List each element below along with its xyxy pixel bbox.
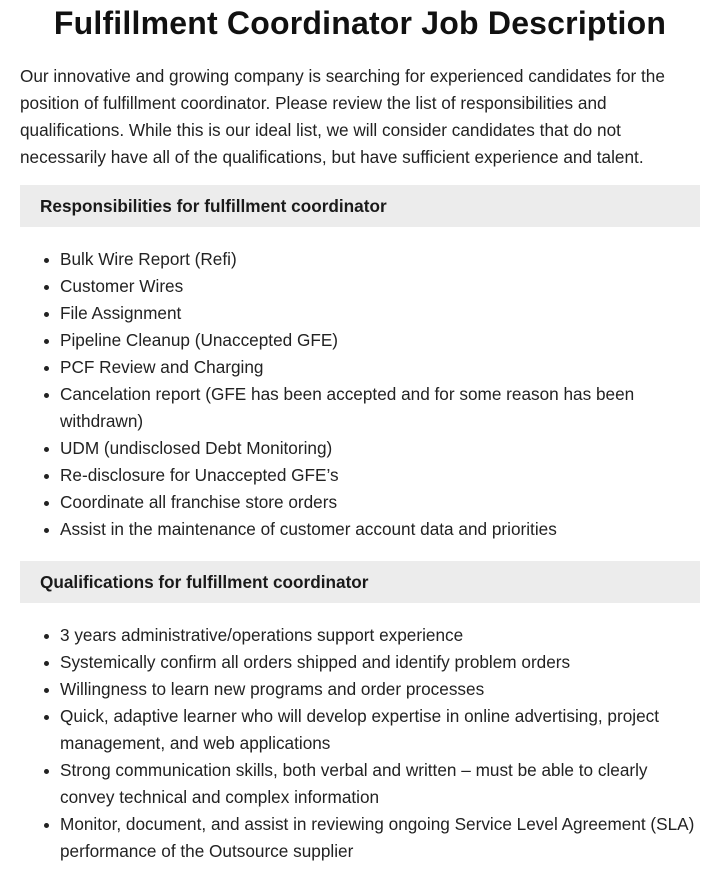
qualifications-list [20, 622, 700, 865]
list-item: File Assignment [60, 300, 700, 327]
list-item: Willingness to learn new programs and order processes [60, 676, 700, 703]
list-item: Customer Wires [60, 273, 700, 300]
responsibilities-list [20, 246, 700, 543]
list-item: Monitor, document, and assist in reviewing ongoing Service Level Agreement (SLA) performance of the Outsource supplier [60, 811, 700, 865]
list-item: Quick, adaptive learner who will develop expertise in online advertising, project management, and web applications [60, 703, 700, 757]
list-item: Coordinate all franchise store orders [60, 489, 700, 516]
qualifications-heading [20, 561, 700, 603]
list-item: Strong communication skills, both verbal and written – must be able to clearly convey technical and complex information [60, 757, 700, 811]
list-item: Bulk Wire Report (Refi) [60, 246, 700, 273]
list-item: 3 years administrative/operations support experience [60, 622, 700, 649]
list-item: PCF Review and Charging [60, 354, 700, 381]
list-item: Re-disclosure for Unaccepted GFE’s [60, 462, 700, 489]
list-item: UDM (undisclosed Debt Monitoring) [60, 435, 700, 462]
responsibilities-heading [20, 185, 700, 227]
qualifications-heading-text: Qualifications for fulfillment coordinator [40, 571, 369, 592]
list-item: Pipeline Cleanup (Unaccepted GFE) [60, 327, 700, 354]
list-item: Systemically confirm all orders shipped and identify problem orders [60, 649, 700, 676]
responsibilities-heading-text: Responsibilities for fulfillment coordinator [40, 195, 387, 216]
list-item: Cancelation report (GFE has been accepted and for some reason has been withdrawn) [60, 381, 700, 435]
intro-paragraph: Our innovative and growing company is searching for experienced candidates for the position of fulfillment coordinator. Please review the list of responsibilities and qualifications. While this is our ideal list, we will consider candidates that do not necessarily have all of the qualifications, but have sufficient experience and talent. [20, 66, 665, 167]
page-title: Fulfillment Coordinator Job Description [53, 5, 667, 41]
list-item: Assist in the maintenance of customer account data and priorities [60, 516, 700, 543]
